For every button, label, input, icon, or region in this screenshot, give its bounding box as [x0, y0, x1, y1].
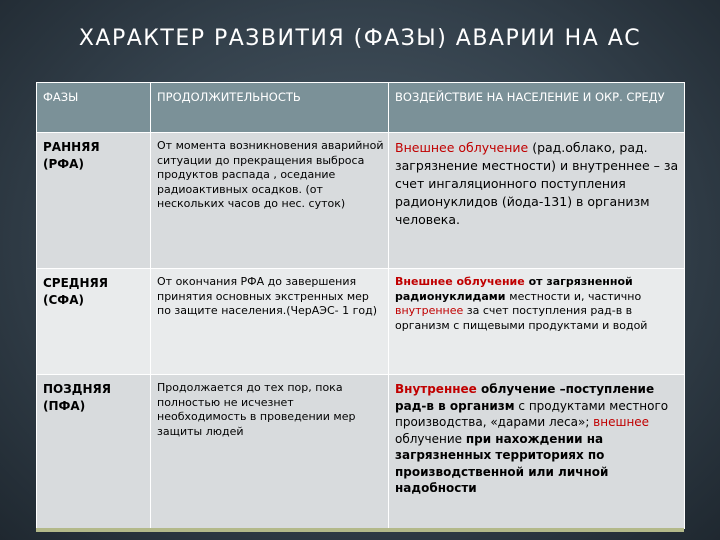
effect-segment: с продуктами местного производства, «дарами леса»;	[395, 398, 669, 429]
effect-segment: облучение –поступление рад-в в организм	[395, 382, 655, 413]
effect-segment: (рад.облако, рад. загрязнение местности) и внутреннее – за счет ингаляционного поступления радионуклидов (йода-131) в организм человека.	[395, 140, 679, 227]
effect-cell	[389, 269, 685, 375]
table-row-middle	[37, 269, 685, 375]
effect-segment: за счет поступления рад-в в организм с пищевыми продуктами и водой	[395, 304, 648, 332]
effect-segment: внутреннее	[395, 304, 464, 317]
effect-segment: местности и, частично	[509, 289, 642, 303]
table-header-row	[37, 83, 685, 133]
effect-segment: Внутреннее	[395, 382, 477, 396]
effect-segment: Внешнее облучение	[395, 275, 525, 288]
effect-segment: облучение	[395, 431, 466, 446]
effect-segment: Внешнее облучение	[395, 140, 529, 155]
effect-segment: от загрязненной радионуклидами	[395, 275, 633, 303]
header-phases: ФАЗЫ	[37, 83, 151, 133]
slide-title: ХАРАКТЕР РАЗВИТИЯ (ФАЗЫ) АВАРИИ НА АС	[78, 26, 642, 51]
duration-cell: Продолжается до тех пор, пока полностью не исчезнет необходимость в проведении мер защиты людей	[151, 375, 389, 529]
phase-cell: ПОЗДНЯЯ (ПФА)	[37, 375, 151, 529]
header-effect: ВОЗДЕЙСТВИЕ НА НАСЕЛЕНИЕ И ОКР. СРЕДУ	[389, 83, 685, 133]
header-duration: ПРОДОЛЖИТЕЛЬНОСТЬ	[151, 83, 389, 133]
phase-cell: СРЕДНЯЯ (СФА)	[37, 269, 151, 375]
duration-cell: От момента возникновения аварийной ситуации до прекращения выброса продуктов распада , оседание радиоактивных осадков. (от нескольких часов до нес. суток)	[151, 133, 389, 269]
bottom-accent-bar	[36, 528, 684, 532]
duration-cell: От окончания РФА до завершения принятия основных экстренных мер по защите населения.(ЧерАЭС- 1 год)	[151, 269, 389, 375]
phase-cell: РАННЯЯ (РФА)	[37, 133, 151, 269]
effect-cell	[389, 133, 685, 269]
table-row-late	[37, 375, 685, 529]
phases-table	[36, 82, 685, 529]
effect-cell	[389, 375, 685, 529]
table-row-early	[37, 133, 685, 269]
effect-segment: внешнее	[593, 415, 650, 429]
effect-segment: при нахождении на загрязненных территориях по производственной или личной надобности	[395, 431, 609, 495]
